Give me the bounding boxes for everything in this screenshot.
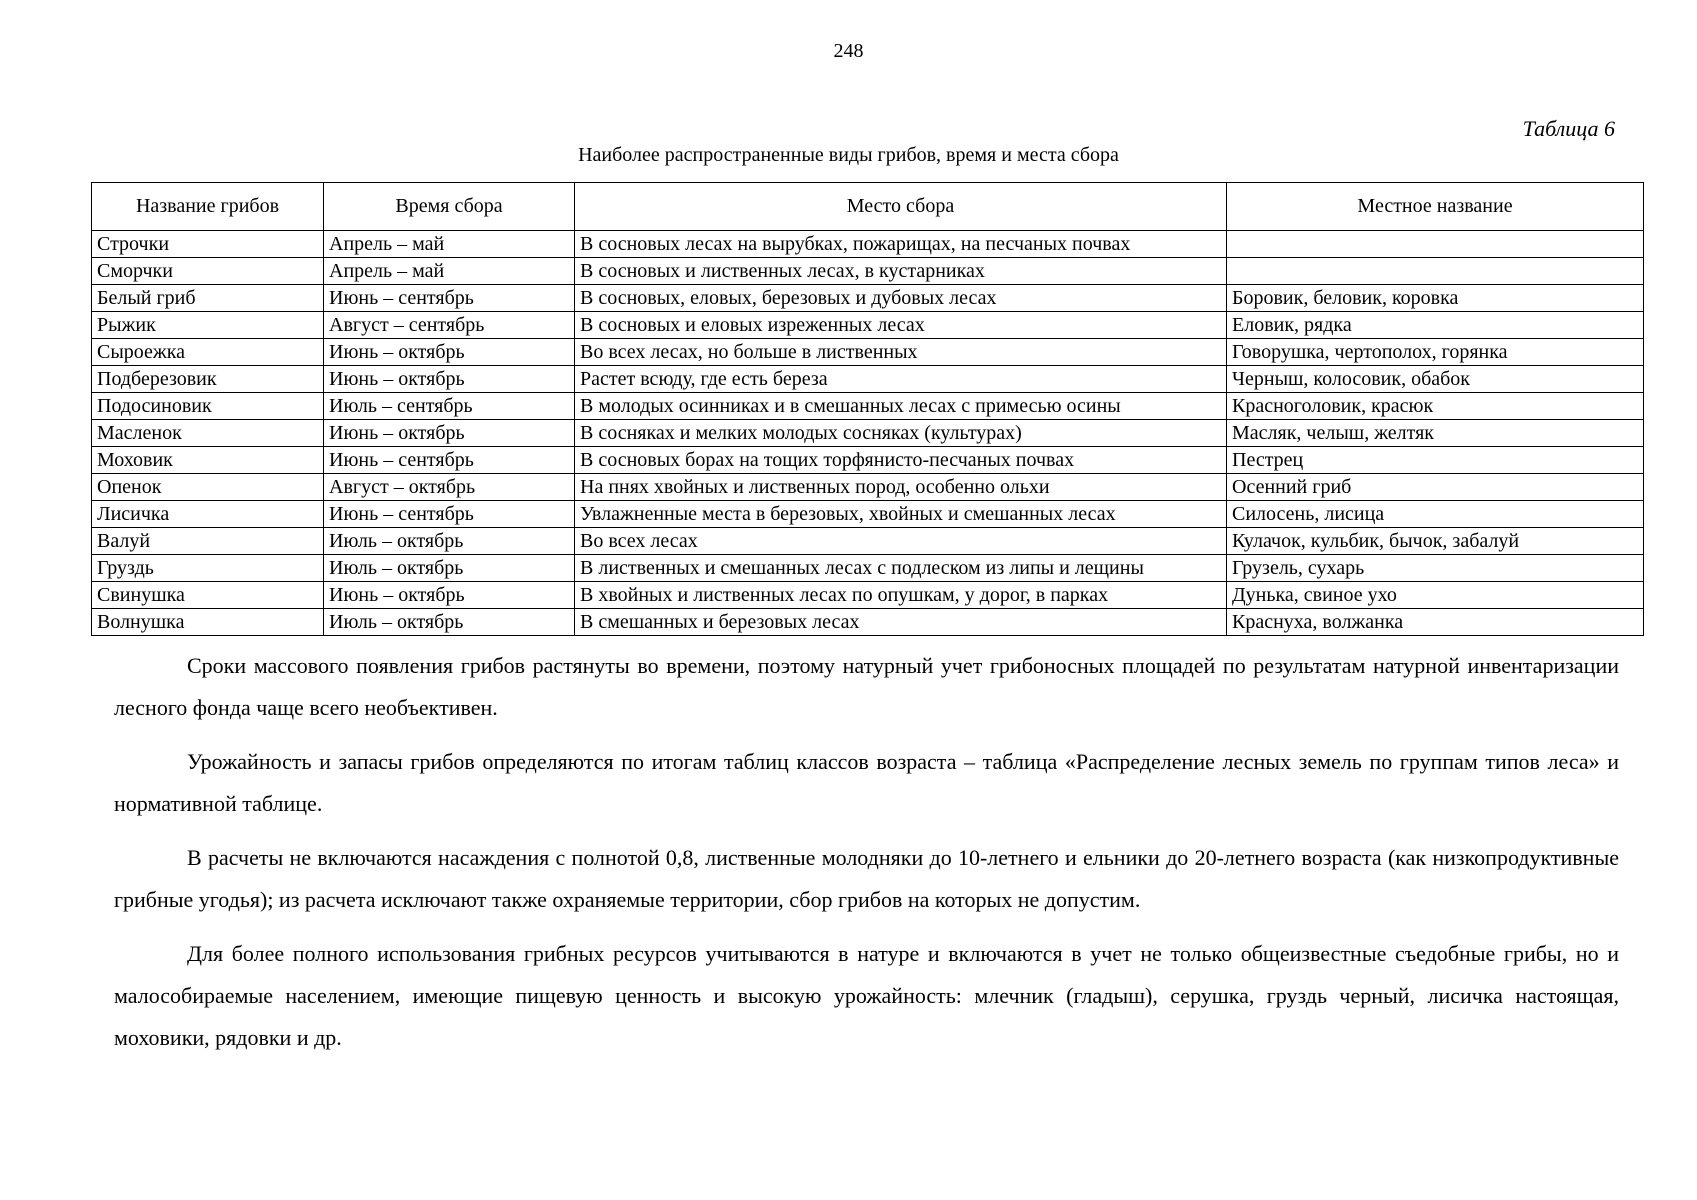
cell-mushroom-name: Свинушка xyxy=(92,582,324,609)
cell-collection-time: Июль – октябрь xyxy=(324,609,575,636)
header-collection-time: Время сбора xyxy=(324,183,575,231)
cell-collection-place: В сосняках и мелких молодых сосняках (культурах) xyxy=(575,420,1227,447)
table-row xyxy=(92,312,1644,339)
paragraph: Для более полного использования грибных ресурсов учитываются в натуре и включаются в учет не только общеизвестные съедобные грибы, но и малособираемые населением, имеющие пищевую ценность и высокую урожайность: млечник (гладыш), серушка, груздь черный, лисичка настоящая, моховики, рядовки и др. xyxy=(114,941,1619,1050)
cell-collection-place: В лиственных и смешанных лесах с подлеском из липы и лещины xyxy=(575,555,1227,582)
table-row xyxy=(92,339,1644,366)
cell-local-name: Осенний гриб xyxy=(1227,474,1644,501)
mushroom-table xyxy=(91,182,1644,636)
cell-mushroom-name: Моховик xyxy=(92,447,324,474)
cell-local-name: Краснуха, волжанка xyxy=(1227,609,1644,636)
body-text xyxy=(114,645,1619,1071)
cell-mushroom-name: Подберезовик xyxy=(92,366,324,393)
table-label: Таблица 6 xyxy=(1522,116,1615,141)
cell-collection-place: В сосновых и лиственных лесах, в кустарниках xyxy=(575,258,1227,285)
header-mushroom-name: Название грибов xyxy=(92,183,324,231)
table-caption: Наиболее распространенные виды грибов, время и места сбора xyxy=(578,144,1119,166)
cell-local-name xyxy=(1227,258,1644,285)
cell-local-name: Грузель, сухарь xyxy=(1227,555,1644,582)
cell-collection-place: В сосновых лесах на вырубках, пожарищах, на песчаных почвах xyxy=(575,231,1227,258)
cell-collection-time: Апрель – май xyxy=(324,258,575,285)
table-row xyxy=(92,447,1644,474)
cell-collection-time: Июнь – октябрь xyxy=(324,366,575,393)
table-row xyxy=(92,555,1644,582)
cell-collection-time: Июнь – сентябрь xyxy=(324,447,575,474)
cell-mushroom-name: Масленок xyxy=(92,420,324,447)
cell-mushroom-name: Волнушка xyxy=(92,609,324,636)
table-row xyxy=(92,231,1644,258)
cell-collection-place: Во всех лесах xyxy=(575,528,1227,555)
paragraph: Сроки массового появления грибов растянуты во времени, поэтому натурный учет грибоносных площадей по результатам натурной инвентаризации лесного фонда чаще всего необъективен. xyxy=(114,653,1619,720)
table-row xyxy=(92,528,1644,555)
cell-collection-time: Август – октябрь xyxy=(324,474,575,501)
table-row xyxy=(92,501,1644,528)
cell-collection-place: В молодых осинниках и в смешанных лесах с примесью осины xyxy=(575,393,1227,420)
cell-collection-place: В сосновых и еловых изреженных лесах xyxy=(575,312,1227,339)
cell-local-name: Кулачок, кульбик, бычок, забалуй xyxy=(1227,528,1644,555)
header-local-name: Местное название xyxy=(1227,183,1644,231)
cell-mushroom-name: Опенок xyxy=(92,474,324,501)
cell-collection-time: Июнь – сентябрь xyxy=(324,501,575,528)
table-row xyxy=(92,474,1644,501)
table-header-row xyxy=(92,183,1644,231)
cell-mushroom-name: Подосиновик xyxy=(92,393,324,420)
cell-collection-time: Июль – сентябрь xyxy=(324,393,575,420)
paragraph: Урожайность и запасы грибов определяются по итогам таблиц классов возраста – таблица «Распределение лесных земель по группам типов леса» и нормативной таблице. xyxy=(114,749,1619,816)
cell-mushroom-name: Лисичка xyxy=(92,501,324,528)
table-row xyxy=(92,609,1644,636)
cell-collection-time: Июнь – октябрь xyxy=(324,339,575,366)
paragraph: В расчеты не включаются насаждения с полнотой 0,8, лиственные молодняки до 10-летнего и ельники до 20-летнего возраста (как низкопродуктивные грибные угодья); из расчета исключают также охраняемые территории, сбор грибов на которых не допустим. xyxy=(114,845,1619,912)
cell-mushroom-name: Сморчки xyxy=(92,258,324,285)
table-row xyxy=(92,582,1644,609)
cell-collection-time: Апрель – май xyxy=(324,231,575,258)
cell-local-name: Боровик, беловик, коровка xyxy=(1227,285,1644,312)
table-row xyxy=(92,420,1644,447)
cell-collection-place: На пнях хвойных и лиственных пород, особенно ольхи xyxy=(575,474,1227,501)
table-row xyxy=(92,258,1644,285)
cell-collection-place: В сосновых, еловых, березовых и дубовых лесах xyxy=(575,285,1227,312)
cell-local-name: Еловик, рядка xyxy=(1227,312,1644,339)
cell-local-name: Масляк, челыш, желтяк xyxy=(1227,420,1644,447)
table-row xyxy=(92,285,1644,312)
header-collection-place: Место сбора xyxy=(575,183,1227,231)
cell-collection-place: Во всех лесах, но больше в лиственных xyxy=(575,339,1227,366)
cell-local-name: Красноголовик, красюк xyxy=(1227,393,1644,420)
table-row xyxy=(92,366,1644,393)
cell-collection-place: В сосновых борах на тощих торфянисто-песчаных почвах xyxy=(575,447,1227,474)
cell-collection-time: Июль – октябрь xyxy=(324,555,575,582)
cell-mushroom-name: Валуй xyxy=(92,528,324,555)
cell-local-name: Говорушка, чертополох, горянка xyxy=(1227,339,1644,366)
cell-collection-time: Июль – октябрь xyxy=(324,528,575,555)
cell-mushroom-name: Рыжик xyxy=(92,312,324,339)
cell-collection-place: Увлажненные места в березовых, хвойных и смешанных лесах xyxy=(575,501,1227,528)
cell-collection-time: Июнь – октябрь xyxy=(324,582,575,609)
cell-local-name: Силосень, лисица xyxy=(1227,501,1644,528)
page-number: 248 xyxy=(833,40,864,62)
cell-collection-place: Растет всюду, где есть береза xyxy=(575,366,1227,393)
cell-collection-time: Август – сентябрь xyxy=(324,312,575,339)
cell-collection-place: В хвойных и лиственных лесах по опушкам, у дорог, в парках xyxy=(575,582,1227,609)
cell-collection-time: Июнь – сентябрь xyxy=(324,285,575,312)
cell-local-name: Пестрец xyxy=(1227,447,1644,474)
cell-local-name: Дунька, свиное ухо xyxy=(1227,582,1644,609)
cell-local-name: Черныш, колосовик, обабок xyxy=(1227,366,1644,393)
cell-local-name xyxy=(1227,231,1644,258)
cell-mushroom-name: Груздь xyxy=(92,555,324,582)
cell-collection-place: В смешанных и березовых лесах xyxy=(575,609,1227,636)
cell-mushroom-name: Строчки xyxy=(92,231,324,258)
cell-mushroom-name: Белый гриб xyxy=(92,285,324,312)
cell-mushroom-name: Сыроежка xyxy=(92,339,324,366)
cell-collection-time: Июнь – октябрь xyxy=(324,420,575,447)
table-row xyxy=(92,393,1644,420)
